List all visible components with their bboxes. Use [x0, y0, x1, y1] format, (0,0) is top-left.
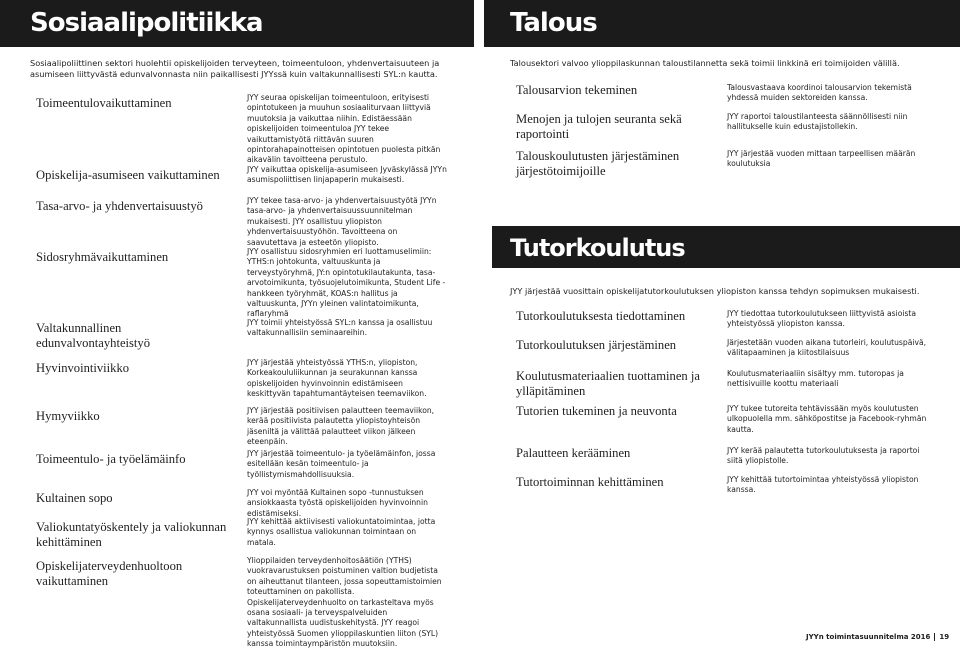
- left-term: Sidosryhmävaikuttaminen: [36, 250, 169, 264]
- tutor-intro: JYY järjestää vuosittain opiskelijatutorkoulutuksen yliopiston kanssa tehdyn sopimuksen mukaisesti.: [510, 286, 920, 296]
- section-title-tutorkoulutus: Tutorkoulutus: [492, 226, 960, 268]
- right-description: Talousvastaava koordinoi talousarvion tekemistä yhdessä muiden sektoreiden kanssa.: [727, 83, 912, 103]
- tutor-term: Tutortoiminnan kehittäminen: [516, 475, 664, 489]
- left-term: Kultainen sopo: [36, 491, 113, 505]
- footer-title: JYYn toimintasuunnitelma 2016: [806, 633, 931, 641]
- left-description: JYY seuraa opiskelijan toimeentuloon, erityisesti opintotukeen ja muuhun sosiaaliturvaan liittyviä muutoksia ja vaikuttaa niihin. Edistäessään opiskelijoiden toimeentuloa JYY tekee vaikuttamistyötä riittävän suuren opintorahapainotteisen opintotuen puolesta pitkän aikavälin tavoitteena perustulo.: [247, 93, 441, 165]
- tutor-term: Tutorien tukeminen ja neuvonta: [516, 404, 677, 418]
- tutor-term: Tutorkoulutuksesta tiedottaminen: [516, 309, 686, 323]
- tutor-description: JYY tiedottaa tutorkoulutukseen liittyvistä asioista yhteistyössä yliopiston kanssa.: [727, 309, 917, 329]
- left-description: JYY vaikuttaa opiskelija-asumiseen Jyväskylässä JYYn asumispoliittisen linjapaperin mukaisesti.: [247, 165, 447, 185]
- tutor-description: JYY tukee tutoreita tehtävissään myös koulutusten ulkopuolella mm. sähköpostitse ja Facebook-ryhmän kautta.: [727, 404, 927, 434]
- tutor-term: Tutorkoulutuksen järjestäminen: [516, 338, 677, 352]
- page-footer: [806, 632, 949, 642]
- left-term: Hyvinvointiviikko: [36, 361, 130, 375]
- tutor-description: JYY kehittää tutortoimintaa yhteistyössä yliopiston kanssa.: [727, 475, 919, 495]
- left-term: Tasa-arvo- ja yhdenvertaisuustyö: [36, 199, 203, 213]
- left-term: Opiskelijaterveydenhuoltoon vaikuttaminen: [36, 559, 183, 588]
- left-term: Hymyviikko: [36, 409, 100, 423]
- section-title-talous: Talous: [484, 0, 960, 47]
- right-term: Talouskoulutusten järjestäminen järjestötoimijoille: [516, 149, 680, 178]
- left-term: Valtakunnallinen edunvalvontayhteistyö: [36, 321, 151, 350]
- left-description: JYY järjestää yhteistyössä YTHS:n, yliopiston, Korkeakoululiikunnan ja seurakunnan kanssa opiskelijoiden hyvinvoinnin edistämiseen keskittyvän tapahtumantäyteisen teemaviikon.: [247, 358, 427, 399]
- section-title-sosiaalipolitiikka: Sosiaalipolitiikka: [0, 0, 474, 47]
- left-description: JYY tekee tasa-arvo- ja yhdenvertaisuustyötä JYYn tasa-arvo- ja yhdenvertaisuussuunnitelman mukaisesti. JYY osallistuu yliopiston yhdenvertaisuustyöhön. Tavoitteena on saavutettava ja esteetön yliopisto.: [247, 196, 437, 247]
- page-spine: [474, 0, 484, 646]
- right-description: JYY järjestää vuoden mittaan tarpeellisen määrän koulutuksia: [727, 149, 916, 169]
- tutor-description: Koulutusmateriaaliin sisältyy mm. tutoropas ja nettisivuille koottu materiaali: [727, 369, 904, 389]
- tutor-term: Palautteen kerääminen: [516, 446, 631, 460]
- left-description: JYY järjestää positiivisen palautteen teemaviikon, kerää positiivista palautetta yliopistoyhteisön jäseniltä ja välittää palautteet viikon jälkeen eteenpäin.: [247, 406, 435, 447]
- left-description: JYY kehittää aktiivisesti valiokuntatoimintaa, jotta kynnys osallistua valiokunnan toimintaan on matala.: [247, 517, 436, 547]
- tutor-description: Järjestetään vuoden aikana tutorleiri, koulutuspäivä, välitapaaminen ja kiitostilaisuus: [727, 338, 927, 358]
- left-term: Toimeentulovaikuttaminen: [36, 96, 172, 110]
- left-description: JYY järjestää toimeentulo- ja työelämäinfon, jossa esitellään kesän toimeentulo- ja työllistymismahdollisuuksia.: [247, 449, 436, 479]
- tutor-term: Koulutusmateriaalien tuottaminen ja ylläpitäminen: [516, 369, 700, 398]
- tutor-description: JYY kerää palautetta tutorkoulutuksesta ja raportoi siitä yliopistolle.: [727, 446, 920, 466]
- left-term: Toimeentulo- ja työelämäinfo: [36, 452, 186, 466]
- right-intro: Talousektori valvoo ylioppilaskunnan taloustilannetta sekä toimii linkkinä eri toimijoiden välillä.: [510, 58, 900, 68]
- right-description: JYY raportoi taloustilanteesta säännöllisesti niin hallitukselle kuin edustajistollekin.: [727, 112, 908, 132]
- left-description: Ylioppilaiden terveydenhoitosäätiön (YTHS) vuokravarustuksen poistuminen valtion budjetista on aiheuttanut tilanteen, jossa sopeuttamistoimien toteuttaminen on pakollista. Opiskelijaterveydenhuolto on tarkasteltava myös osana sosiaali- ja terveyspalveluiden valtakunnallista uudistuskehitystä. JYY reagoi yhteistyössä Suomen ylioppilaskuntien liiton (SYL) kanssa toimintaympäristön muutoksiin.: [247, 556, 442, 649]
- left-intro: Sosiaalipoliittinen sektori huolehtii opiskelijoiden terveyteen, toimeentuloon, yhdenvertaisuuteen ja asumiseen liittyvästä edunvalvonnasta niin paikallisesti JYYssä kuin valtakunnallisesti SYL:n kautta.: [30, 58, 440, 79]
- right-term: Menojen ja tulojen seuranta sekä raportointi: [516, 112, 682, 141]
- left-term: Opiskelija-asumiseen vaikuttaminen: [36, 168, 220, 182]
- right-term: Talousarvion tekeminen: [516, 83, 638, 97]
- left-description: JYY voi myöntää Kultainen sopo -tunnustuksen ansiokkaasta työstä opiskelijoiden hyvinvoinnin edistämiseksi.: [247, 488, 428, 518]
- left-description: JYY toimii yhteistyössä SYL:n kanssa ja osallistuu valtakunnallisiin seminaareihin.: [247, 318, 433, 338]
- page-number: 19: [939, 633, 950, 641]
- left-term: Valiokuntatyöskentely ja valiokunnan kehittäminen: [36, 520, 227, 549]
- left-description: JYY osallistuu sidosryhmien eri luottamuselimiin: YTHS:n johtokunta, valtuuskunta ja terveystyöryhmä, JY:n opintotukilautakunta, tasa-arvotoimikunta, työsuojelutoimikunta, Student Life -hankkeen työryhmät, KOAS:n hallitus ja valtuuskunta, JYYn yleinen valintatoimikunta, raflaryhmä: [247, 247, 446, 319]
- footer-divider: [934, 633, 935, 641]
